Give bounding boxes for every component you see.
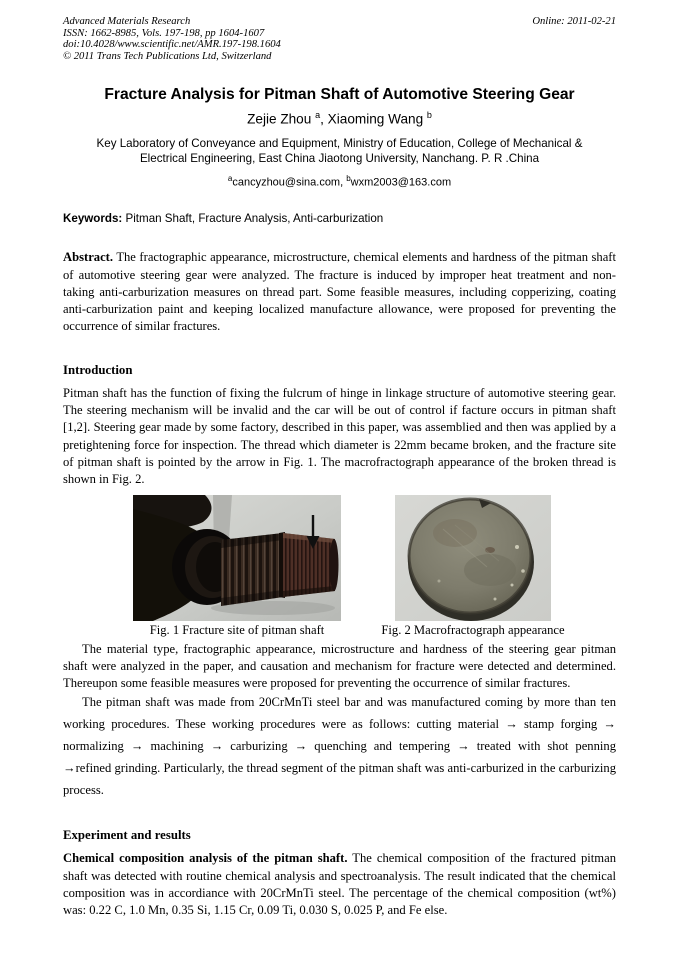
author-1-sup: a [315,110,321,121]
email-b-sup: b [346,173,351,183]
introduction-paragraph: Pitman shaft has the function of fixing the fulcrum of hinge in linkage structure of automotive steering gear. The steering mechanism will be invalid and the car will be out of control if facture occurs in pitman shaft [1,2]. Steering gear made by some factory, described in this paper, was assemblied and then was applied by a pretightening force for inspection. The thread which diameter is 22mm became broken, and the fracture site of pitman shaft is pointed by the arrow in Fig. 1. The macrofractograph appearance of the broken thread is shown in Fig. 2. [63,385,616,487]
figure-1 [133,495,341,621]
abstract-text: The fractographic appearance, microstructure, chemical elements and hardness of the pitman shaft of automotive steering gear were analyzed. The fracture is induced by improper heat treatment and non-taking anti-carburization measures on thread part. Some feasible measures, including copperizing, coating anti-carburization paint and keeping localized manufacture allowance, were proposed for preventing the occurrence of similar fractures. [63,250,616,334]
authors-line [63,110,616,127]
affiliation [63,136,616,166]
email-a-sup: a [227,173,233,183]
online-date: Online: 2011-02-21 [532,16,616,27]
fig1-caption: Fig. 1 Fracture site of pitman shaft [149,622,325,637]
author-2-sup: b [426,110,432,121]
email-b: wxm2003@163.com [350,176,452,189]
fig2-photo-fracture-surface [395,495,551,621]
chemical-composition-paragraph [63,850,616,919]
email-a: cancyzhou@sina.com, [232,176,347,189]
author-2-name: Xiaoming Wang [327,111,427,127]
authors-separator: , [320,111,328,127]
journal-name: Advanced Materials Research [63,16,191,27]
journal-issn-line: ISSN: 1662-8985, Vols. 197-198, pp 1604-1607 [63,27,265,39]
section-heading-introduction: Introduction [63,362,133,377]
journal-copyright-line: © 2011 Trans Tech Publications Ltd, Switzerland [63,50,272,62]
emails-line [63,174,616,189]
captions-row [133,623,616,638]
journal-info [63,16,281,62]
affiliation-line-2: Electrical Engineering, East China Jiaotong University, Nanchang. P. R .China [139,151,540,165]
journal-doi-line: doi:10.4028/www.scientific.net/AMR.197-198.1604 [63,39,281,51]
chemical-label: Chemical composition analysis of the pitman shaft. [63,851,348,866]
fig1-caption-cell [133,623,341,638]
section-heading-experiment: Experiment and results [63,828,191,843]
affiliation-line-1: Key Laboratory of Conveyance and Equipment, Ministry of Education, College of Mechanical & [96,136,583,150]
abstract-label: Abstract. [63,250,114,265]
figures-row [133,495,616,621]
material-paragraph: The material type, fractographic appearance, microstructure and hardness of the steering gear pitman shaft were analyzed in the paper, and causation and mechanism for fracture were detected and determined. Thereupon some feasible measures were proposed for preventing the occurrence of similar fractures. [63,641,616,691]
journal-header [63,16,616,62]
author-1-name: Zejie Zhou [247,111,316,127]
keywords-line [63,212,616,225]
paper-title: Fracture Analysis for Pitman Shaft of Automotive Steering Gear [104,86,575,104]
procedures-paragraph: The pitman shaft was made from 20CrMnTi steel bar and was manufactured coming by more than ten working procedures. These working procedures were as follows: cutting material → stamp forging → normalizing → machining → carburizing → quenching and tempering → treated with shot penning →refined grinding. Particularly, the thread segment of the pitman shaft was anti-carburized in the carburizing process. [63,695,616,797]
keywords-label: Keywords: [63,212,123,226]
figure-2 [395,495,551,621]
fig2-caption-cell [381,622,565,638]
abstract-paragraph [63,249,616,335]
keywords-text: Pitman Shaft, Fracture Analysis, Anti-carburization [122,212,384,226]
chemical-text: The chemical composition of the fractured pitman shaft was detected with routine chemical analysis and spectroanalysis. The result indicated that the chemical composition was in accordiance with 20CrMnTi steel. The percentage of the chemical composition (wt%) was: 0.22 C, 1.0 Mn, 0.35 Si, 1.15 Cr, 0.09 Ti, 0.030 S, 0.025 P, and Fe else. [63,851,616,918]
fig2-caption: Fig. 2 Macrofractograph appearance [381,622,565,637]
fig1-photo-pitman-shaft [133,495,341,621]
